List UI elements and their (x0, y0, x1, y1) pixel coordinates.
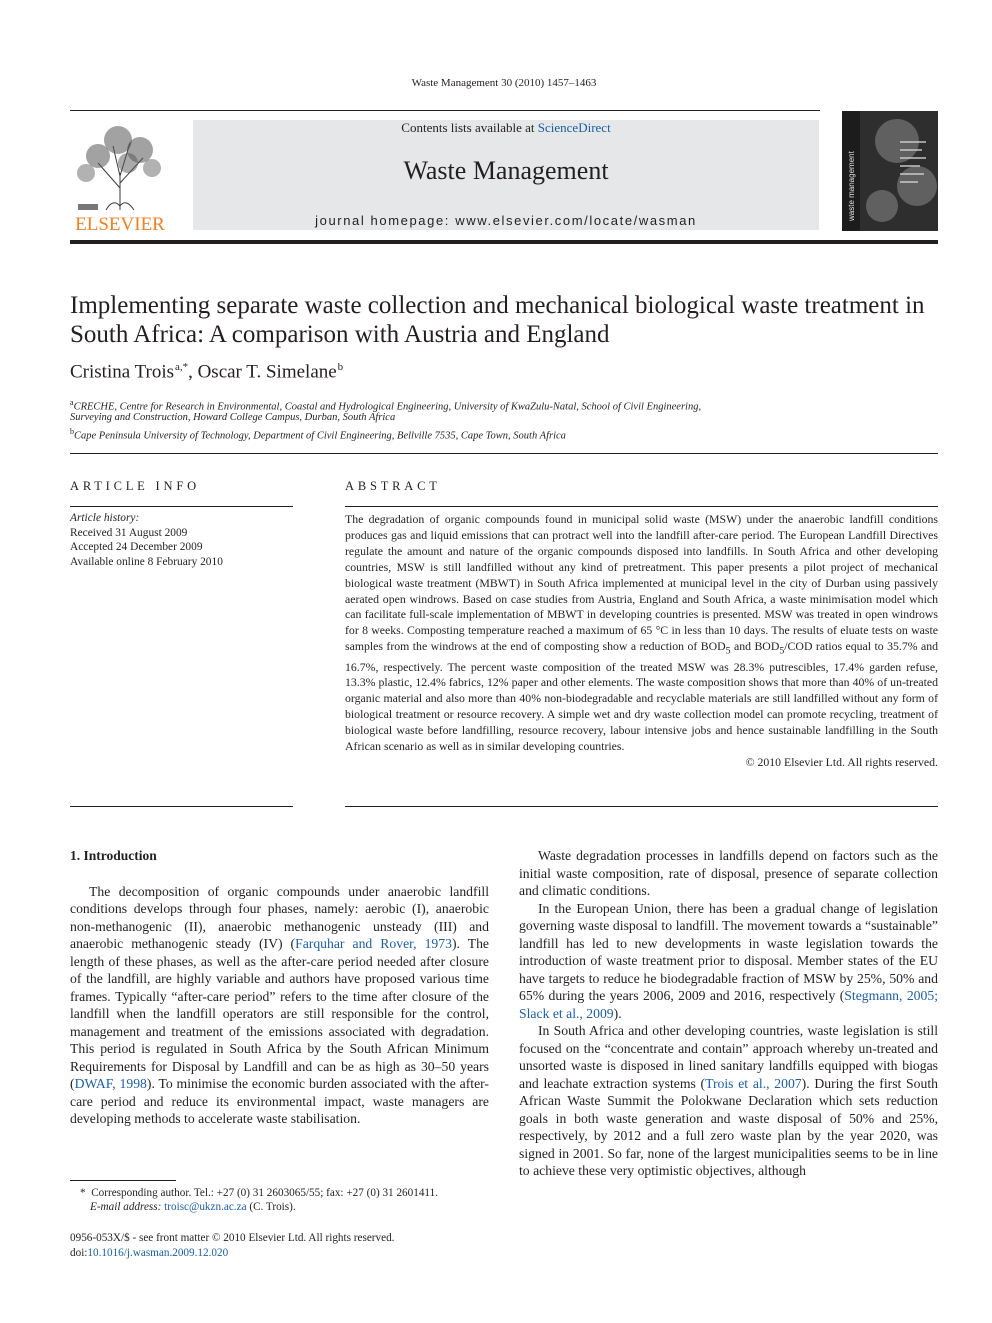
footnote-email-line (70, 1200, 500, 1214)
author-name[interactable]: Oscar T. Simelane (197, 361, 337, 383)
abstract-rule (345, 506, 938, 507)
sciencedirect-link[interactable]: ScienceDirect (537, 120, 611, 135)
affiliation-mark: b (70, 427, 74, 436)
body-column-left (70, 847, 489, 1128)
online-date: Available online 8 February 2010 (70, 555, 223, 568)
abstract-text: The degradation of organic compounds found in municipal solid waste (MSW) under the anaerobic landfill conditions produces gas and liquid emissions that can protract well into the landfill after-care period. The European Landfill Directives regulate the amount and nature of the organic compounds disposed into landfills. In South Africa and other developing countries, MSW is still landfilled without any kind of pretreatment. This paper presents a pilot project of mechanical biological waste treatment (MBWT) in South Africa implemented at municipal level in the city of Durban using passively aerated open windrows. Based on case studies from Austria, England and South Africa, a waste minimisation model which can facilitate full-scale implementation of MBWT in developing countries is presented. MSW was treated in open windrows for 8 weeks. Composting temperature reached a maximum of 65 °C in less than 10 days. The results of eluate tests on waste samples from the windrows at the end of composting show a reduction of BOD (345, 512, 938, 654)
elsevier-logo[interactable] (68, 118, 172, 236)
issn-block (70, 1231, 394, 1260)
corresponding-author-footnote (70, 1186, 500, 1214)
homepage-url[interactable]: www.elsevier.com/locate/wasman (455, 213, 697, 228)
header-thick-rule (70, 240, 938, 244)
affiliation-mark: a (70, 398, 74, 407)
elsevier-tree-icon (68, 118, 172, 236)
affiliation-line: CRECHE, Centre for Research in Environmental, Coastal and Hydrological Engineering, University of KwaZulu-Natal, School of Civil Engineering, (73, 401, 702, 413)
subscript: 5 (779, 645, 785, 657)
author-marks: b (337, 361, 344, 373)
paragraph-text: ). To minimise the economic burden associated with the after-care period and reduce its environmental impact, waste managers are developing methods to accelerate waste stabilisation. (70, 1076, 489, 1126)
footnote-text: (C. Trois). (246, 1201, 296, 1213)
journal-title: Waste Management (403, 156, 609, 185)
paragraph-text: In South Africa and other developing countries, waste legislation is still focused on the “concentrate and contain” approach whereby un-treated and unsorted waste is disposed in lined sanitary landfills equipped with biogas and leachate extraction systems ( (519, 1023, 938, 1091)
article-info-bottom-rule (70, 806, 293, 807)
citation-link[interactable]: Stegmann, 2005; Slack et al., 2009 (519, 988, 939, 1021)
journal-reference: Waste Management 30 (2010) 1457–1463 (411, 77, 597, 89)
author-list: Cristina Trois $^{a,*}$, Oscar T. Simelane $^b$ (70, 361, 344, 383)
article-info-rule (70, 506, 293, 507)
article-title: Implementing separate waste collection and mechanical biological waste treatment in South Africa: A comparison with Austria and England (70, 292, 925, 348)
abstract-text: /COD ratios equal to 35.7% and 16.7%, respectively. The percent waste composition of the treated MSW was 28.3% putrescibles, 17.4% garden refuse, 13.3% plastic, 12.4% fabrics, 12% paper and other elements. The waste composition shows that more than 40% of un-treated organic material and also more than 40% non-biodegradable and recyclable materials are still landfilled without any form of biological treatment or resource recovery. A simple wet and dry waste collection model can promote recycling, treatment of biological waste before landfilling, resource recovery, labour intensive jobs and hence sustainable landfilling in the South African scenario as well as in similar developing countries. (345, 639, 939, 754)
doi-line (70, 1246, 394, 1261)
cover-image (842, 111, 938, 231)
author-marks: a,* (174, 361, 189, 373)
citation-link[interactable]: DWAF, 1998 (74, 1076, 147, 1091)
paragraph-text: ). During the first South African Waste Summit the Polokwane Declaration which sets reduction goals in both waste generation and waste disposal of 50% and 25%, respectively, by 2012 and a full zero waste plan by the year 2020, was signed in 2001. So far, none of the largest municipalities seems to be in line to achieve these very optimistic objectives, although (519, 1075, 938, 1178)
email-label: E-mail address: (90, 1201, 162, 1213)
citation-link[interactable]: Farquhar and Rover, 1973 (295, 936, 452, 951)
paragraph (519, 1022, 938, 1180)
abstract-body (345, 512, 938, 771)
paragraph: Waste degradation processes in landfills depend on factors such as the initial waste composition, rate of disposal, presence of separate collection and climatic conditions. (519, 848, 938, 898)
email-link[interactable]: troisc@ukzn.ac.za (164, 1201, 247, 1213)
doi-label: doi: (70, 1246, 88, 1259)
paragraph (70, 883, 489, 1128)
article-info-heading: ARTICLE INFO (70, 479, 200, 493)
affiliation-a-line2: Surveying and Construction, Howard College Campus, Durban, South Africa (70, 412, 396, 423)
accepted-date: Accepted 24 December 2009 (70, 541, 203, 553)
body-column-right (519, 847, 938, 1180)
copyright-notice: © 2010 Elsevier Ltd. All rights reserved. (745, 754, 938, 769)
paragraph-text: ). (613, 1005, 622, 1021)
paragraph-text: The decomposition of organic compounds under anaerobic landfill conditions develops through four phases, namely: aerobic (I), anaerobic non-methanogenic (II), anaerobic methanogenic unsteady (III) and anaerobic methanogenic steady (IV) ( (70, 883, 489, 951)
affiliation-b (70, 424, 566, 444)
elsevier-wordmark: ELSEVIER (75, 214, 165, 235)
footnote-text: Corresponding author. Tel.: +27 (0) 31 2603065/55; fax: +27 (0) 31 2601411. (91, 1187, 438, 1199)
footnote-star: * (80, 1187, 86, 1199)
section-heading-introduction: 1. Introduction (70, 848, 157, 863)
history-label: Article history: (70, 512, 140, 524)
abstract-text: and BOD (730, 639, 780, 654)
footnote-line (70, 1186, 500, 1200)
footnote-rule (70, 1180, 176, 1181)
contents-prefix: Contents lists available at (401, 120, 538, 135)
cover-title-text: waste management (847, 151, 856, 221)
article-history (70, 511, 223, 569)
journal-cover-thumbnail[interactable] (842, 111, 938, 231)
paragraph-text: In the European Union, there has been a gradual change of legislation governing waste disposal to landfill. The movement towards a “sustainable” landfill has led to new developments in waste legislation towards the introduction of waste treatment prior to disposal. Member states of the EU have targets to reduce he biodegradable fraction of MSW by 25%, 50% and 65% during the years 2006, 2009 and 2016, respectively ( (519, 900, 938, 1003)
doi-link[interactable]: 10.1016/j.wasman.2009.12.020 (87, 1246, 229, 1259)
affiliation-line: Cape Peninsula University of Technology, Department of Civil Engineering, Bellville 7535, Cape Town, South Africa (74, 430, 566, 442)
abstract-heading: ABSTRACT (345, 479, 441, 493)
homepage-line (193, 213, 819, 228)
abstract-bottom-rule (345, 806, 938, 807)
paragraph (519, 900, 938, 1023)
issn-line: 0956-053X/$ - see front matter © 2010 Elsevier Ltd. All rights reserved. (70, 1232, 395, 1244)
received-date: Received 31 August 2009 (70, 526, 188, 539)
subscript: 5 (725, 645, 731, 657)
section-divider (70, 453, 938, 454)
author-name[interactable]: Cristina Trois (70, 361, 175, 383)
homepage-prefix: journal homepage: (315, 213, 456, 228)
paragraph-text: ). The length of these phases, as well as the after-care period needed after closure of the landfill, are highly variable and authors have proposed various time frames. Typically “after-care period” refers to the time after closure of the landfill when the landfill operators are still responsible for the control, management and treatment of the emissions associated with degradation. This period is regulated in South Africa by the South African Minimum Requirements for Disposal by Landfill and can be as high as 30–50 years ( (70, 936, 489, 1091)
header-divider (70, 110, 820, 111)
contents-line (193, 120, 819, 136)
citation-link[interactable]: Trois et al., 2007 (705, 1075, 802, 1091)
